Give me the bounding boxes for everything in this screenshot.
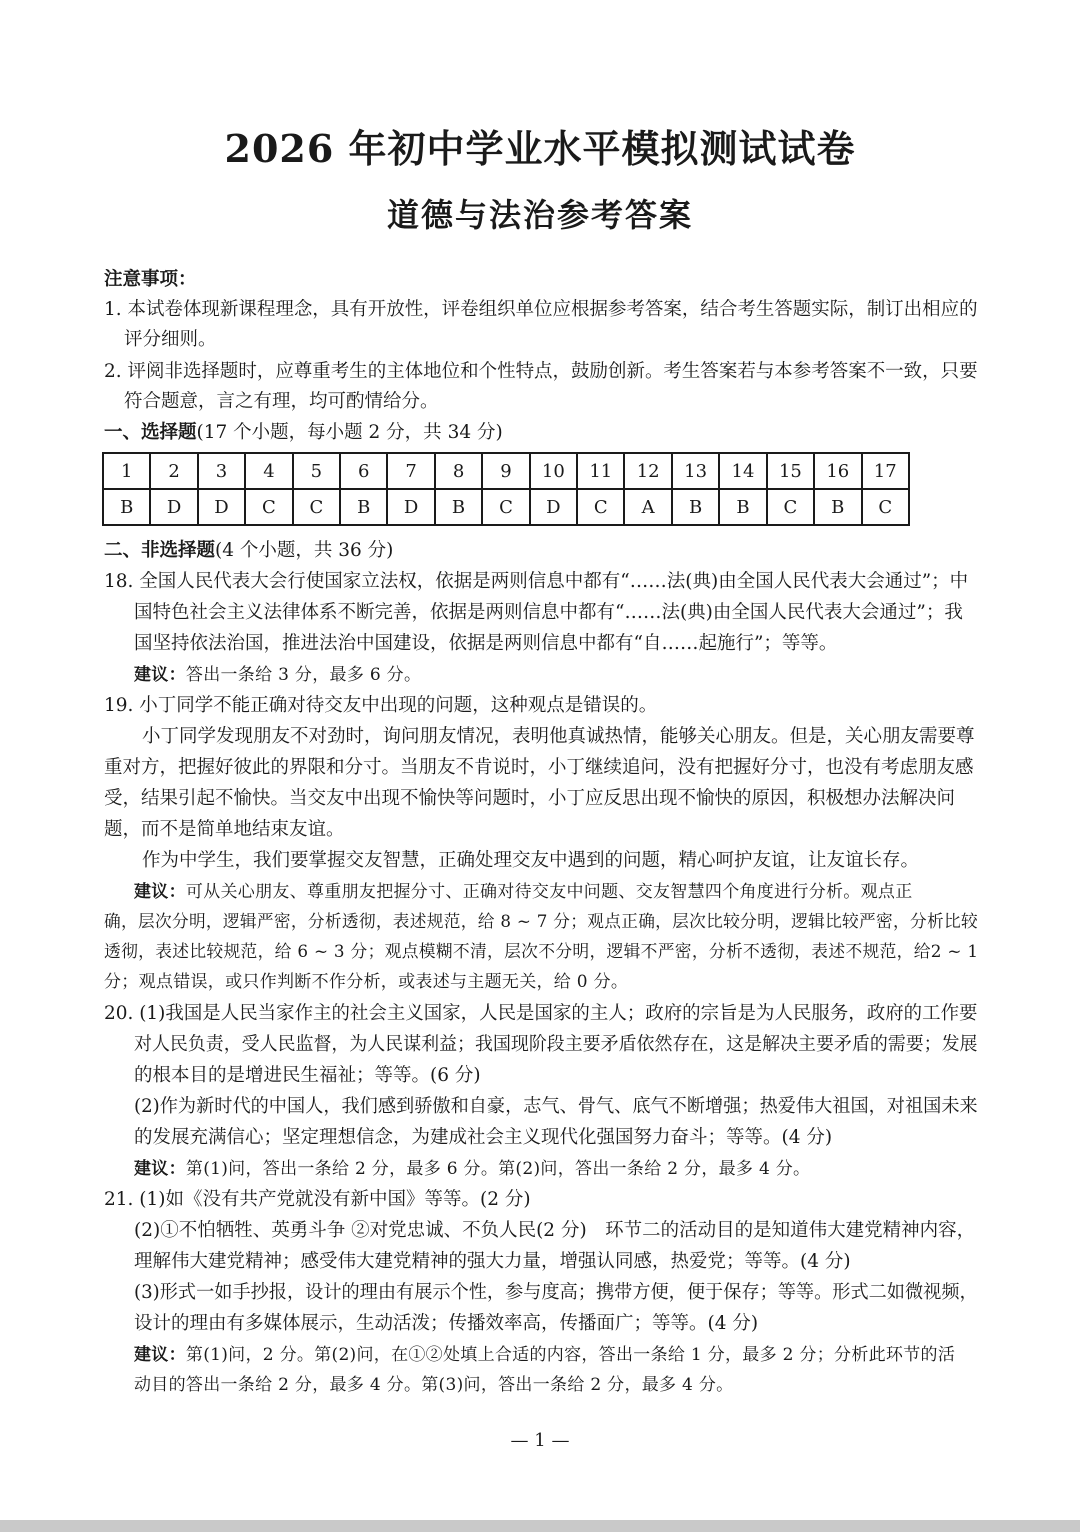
table-cell-answer: C (293, 489, 340, 525)
table-cell-number: 11 (577, 453, 624, 489)
table-cell-number: 4 (245, 453, 292, 489)
table-cell-answer: D (198, 489, 245, 525)
table-cell-number: 12 (624, 453, 671, 489)
section2-note: (4 个小题，共 36 分) (215, 540, 394, 561)
q19-suggestion-line: 透彻，表述比较规范，给 6 ~ 3 分；观点模糊不清，层次不分明，逻辑不严密，分析不透彻，表述不规范，给2 ~ 1 (104, 942, 979, 962)
q20-line: 的发展充满信心；坚定理想信念，为建成社会主义现代化强国努力奋斗；等等。(4 分) (134, 1127, 833, 1148)
suggestion-text: 答出一条给 3 分，最多 6 分。 (185, 665, 422, 685)
q20-line: 对人民负责，受人民监督，为人民谋利益；我国现阶段主要矛盾依然存在，这是解决主要矛盾的需要；发展 (134, 1034, 978, 1055)
q21-line: 理解伟大建党精神；感受伟大建党精神的强大力量，增强认同感，热爱党；等等。(4 分) (134, 1251, 851, 1272)
q21-line: (2)①不怕牺牲、英勇斗争 ②对党忠诚、不负人民(2 分) 环节二的活动目的是知道伟大建党精神内容， (134, 1220, 976, 1241)
note-2-line-1: 2. 评阅非选择题时，应尊重考生的主体地位和个性特点，鼓励创新。考生答案若与本参考答案不一致，只要 (104, 361, 978, 382)
page-title: 2026 年初中学业水平模拟测试试卷 (224, 126, 856, 171)
note-1-line-1: 1. 本试卷体现新课程理念，具有开放性，评卷组织单位应根据参考答案，结合考生答题实际，制订出相应的 (104, 299, 978, 320)
page-number: — 1 — (510, 1430, 570, 1451)
bottom-bar (0, 1520, 1080, 1532)
q19-line: 19. 小丁同学不能正确对待交友中出现的问题，这种观点是错误的。 (104, 695, 658, 716)
suggestion-label: 建议： (134, 1345, 186, 1365)
section2-heading: 二、非选择题 (104, 540, 216, 561)
table-cell-number: 1 (103, 453, 150, 489)
table-cell-answer: B (340, 489, 387, 525)
table-cell-number: 8 (435, 453, 482, 489)
table-cell-number: 7 (387, 453, 434, 489)
q21-line: 设计的理由有多媒体展示，生动活泼；传播效率高，传播面广；等等。(4 分) (134, 1313, 759, 1334)
q20-line: 的根本目的是增进民生福祉；等等。(6 分) (134, 1065, 481, 1086)
table-cell-answer: C (862, 489, 910, 525)
q21-line: 21. (1)如《没有共产党就没有新中国》等等。(2 分) (104, 1189, 531, 1210)
table-cell-number: 6 (340, 453, 387, 489)
q19-line: 题，而不是简单地结束友谊。 (104, 819, 345, 840)
suggestion-text: 第(1)问，2 分。第(2)问，在①②处填上合适的内容，答出一条给 1 分，最多 2 分；分析此环节的活 (185, 1345, 956, 1365)
table-cell-number: 17 (862, 453, 910, 489)
table-cell-answer: B (103, 489, 150, 525)
answer-table-answer-row (103, 489, 909, 525)
section1-heading: 一、选择题 (104, 422, 197, 443)
table-cell-number: 3 (198, 453, 245, 489)
q18-suggestion (134, 663, 421, 687)
answer-table (102, 452, 910, 526)
suggestion-label: 建议： (134, 882, 186, 902)
table-cell-number: 14 (719, 453, 766, 489)
table-cell-answer: C (577, 489, 624, 525)
table-cell-answer: C (767, 489, 814, 525)
table-cell-number: 15 (767, 453, 814, 489)
q21-suggestion (134, 1343, 955, 1367)
note-1-line-2: 评分细则。 (124, 329, 217, 350)
q18-line: 国特色社会主义法律体系不断完善，依据是两则信息中都有“……法(典)由全国人民代表大会通过”；我 (134, 602, 963, 623)
q19-line: 作为中学生，我们要掌握交友智慧，正确处理交友中遇到的问题，精心呵护友谊，让友谊长存。 (142, 850, 920, 871)
suggestion-label: 建议： (134, 1159, 186, 1179)
section1-heading-line (104, 421, 503, 445)
table-cell-answer: B (814, 489, 861, 525)
q18-line: 18. 全国人民代表大会行使国家立法权，依据是两则信息中都有“……法(典)由全国人民代表大会通过”；中 (104, 571, 969, 592)
suggestion-label: 建议： (134, 665, 186, 685)
q20-suggestion (134, 1157, 810, 1181)
q20-line: (2)作为新时代的中国人，我们感到骄傲和自豪，志气、骨气、底气不断增强；热爱伟大祖国，对祖国未来 (134, 1096, 978, 1117)
q19-suggestion-line: 分；观点错误，或只作判断不作分析，或表述与主题无关，给 0 分。 (104, 972, 629, 992)
section1-note: (17 个小题，每小题 2 分，共 34 分) (196, 422, 503, 443)
note-2-line-2: 符合题意，言之有理，均可酌情给分。 (124, 391, 439, 412)
table-cell-number: 16 (814, 453, 861, 489)
table-cell-answer: D (150, 489, 197, 525)
q19-suggestion-line: 确，层次分明，逻辑严密，分析透彻，表述规范，给 8 ~ 7 分；观点正确，层次比较分明，逻辑比较严密，分析比较 (104, 912, 978, 932)
q19-line: 重对方，把握好彼此的界限和分寸。当朋友不肯说时，小丁继续追问，没有把握好分寸，也没有考虑朋友感 (104, 757, 974, 778)
table-cell-answer: C (245, 489, 292, 525)
table-cell-answer: B (719, 489, 766, 525)
q19-line: 受，结果引起不愉快。当交友中出现不愉快等问题时，小丁应反思出现不愉快的原因，积极想办法解决问 (104, 788, 956, 809)
q19-line: 小丁同学发现朋友不对劲时，询问朋友情况，表明他真诚热情，能够关心朋友。但是，关心朋友需要尊 (142, 726, 975, 747)
notes-heading: 注意事项： (104, 269, 197, 290)
page-subtitle: 道德与法治参考答案 (386, 196, 693, 234)
suggestion-text: 可从关心朋友、尊重朋友把握分寸、正确对待交友中问题、交友智慧四个角度进行分析。观点正 (185, 882, 913, 902)
q21-suggestion-line: 动目的答出一条给 2 分，最多 4 分。第(3)问，答出一条给 2 分，最多 4 分。 (134, 1375, 734, 1395)
q19-suggestion (134, 880, 913, 904)
table-cell-number: 10 (530, 453, 577, 489)
q18-line: 国坚持依法治国，推进法治中国建设，依据是两则信息中都有“自……起施行”；等等。 (134, 633, 838, 654)
table-cell-number: 9 (482, 453, 529, 489)
section2-heading-line (104, 539, 393, 563)
table-cell-answer: B (672, 489, 719, 525)
q21-line: (3)形式一如手抄报，设计的理由有展示个性，参与度高；携带方便，便于保存；等等。形式二如微视频， (134, 1282, 978, 1303)
q20-line: 20. (1)我国是人民当家作主的社会主义国家，人民是国家的主人；政府的宗旨是为人民服务，政府的工作要 (104, 1003, 978, 1024)
table-cell-number: 13 (672, 453, 719, 489)
table-cell-answer: C (482, 489, 529, 525)
answer-table-number-row (103, 453, 909, 489)
table-cell-answer: A (624, 489, 671, 525)
suggestion-text: 第(1)问，答出一条给 2 分，最多 6 分。第(2)问，答出一条给 2 分，最多 4 分。 (185, 1159, 811, 1179)
table-cell-answer: D (387, 489, 434, 525)
table-cell-number: 2 (150, 453, 197, 489)
table-cell-number: 5 (293, 453, 340, 489)
table-cell-answer: B (435, 489, 482, 525)
table-cell-answer: D (530, 489, 577, 525)
